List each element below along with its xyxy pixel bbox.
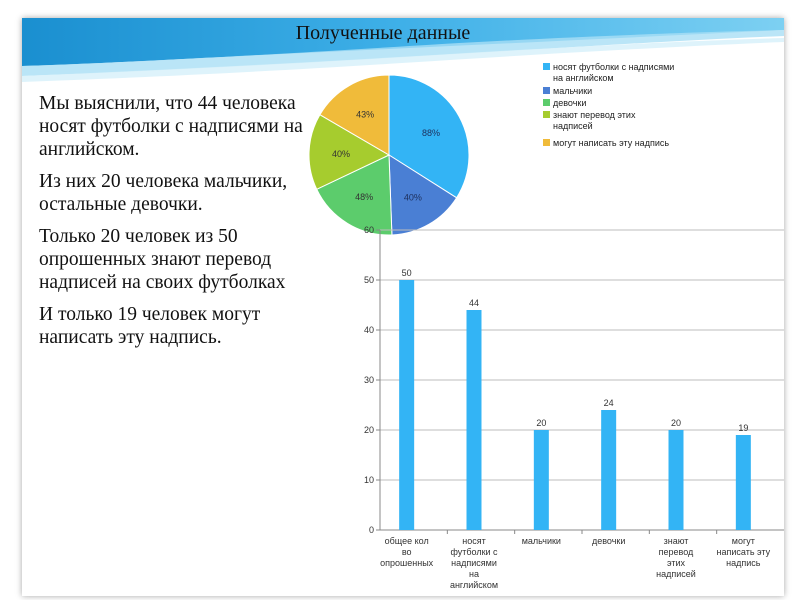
bar — [467, 310, 482, 530]
y-tick-label: 30 — [363, 375, 374, 385]
paragraph: Только 20 человек из 50 опрошенных знают перевод надписей на своих футболках — [39, 226, 286, 293]
x-tick-label-line: написать эту — [716, 547, 771, 557]
bar — [669, 430, 684, 530]
pie-slice-label: 48% — [355, 192, 374, 202]
legend-label-line: носят футболки с надписями — [553, 62, 675, 72]
legend-label-line: знают перевод этих — [553, 110, 636, 120]
x-tick-label-line: перевод — [658, 547, 694, 557]
x-tick-label — [717, 536, 771, 568]
paragraph: И только 19 человек могут написать эту надпись. — [39, 304, 261, 348]
y-tick-label: 0 — [368, 525, 374, 535]
x-tick-label-line: на — [469, 569, 479, 579]
x-tick-label-line: этих — [666, 558, 686, 568]
y-tick-label: 10 — [363, 475, 374, 485]
x-tick-label-line: надписями — [451, 558, 497, 568]
bar-value-label: 44 — [468, 298, 480, 308]
legend-label-line: мальчики — [553, 86, 593, 96]
legend-label-line: на английском — [553, 73, 614, 83]
y-tick-label: 20 — [363, 425, 374, 435]
x-tick-label-line: надпись — [726, 558, 761, 568]
legend-label-line: могут написать эту надпись — [553, 138, 670, 148]
bar-value-label: 50 — [401, 268, 412, 278]
x-tick-label-line: могут — [731, 536, 755, 546]
x-tick-label — [522, 536, 561, 546]
x-tick-label-line: английском — [449, 580, 499, 590]
x-tick-label — [656, 536, 696, 579]
x-tick-label-line: общее кол — [384, 536, 429, 546]
bar — [736, 435, 751, 530]
pie-slice-label: 40% — [403, 192, 422, 203]
x-tick-label — [592, 536, 625, 546]
pie-slice-label: 88% — [421, 127, 441, 138]
pie-slice-label: 43% — [356, 109, 375, 120]
bar — [534, 430, 549, 530]
legend-label-line: девочки — [553, 98, 587, 108]
bar-value-label: 20 — [670, 418, 682, 428]
bar-value-label: 20 — [536, 418, 547, 428]
x-tick-label — [450, 536, 498, 590]
bar — [399, 280, 414, 530]
paragraph: Из них 20 человека мальчики, остальные девочки. — [39, 171, 288, 215]
pie-slice-label: 40% — [331, 149, 351, 159]
y-tick-label: 50 — [363, 275, 374, 285]
y-tick-label: 60 — [363, 225, 374, 235]
bar-value-label: 19 — [738, 423, 749, 433]
x-tick-label — [380, 536, 434, 568]
legend-label-line: надписей — [553, 121, 593, 131]
y-tick-label: 40 — [363, 325, 374, 335]
x-tick-label-line: футболки с — [450, 547, 498, 557]
x-tick-label-line: надписей — [656, 569, 696, 579]
x-tick-label-line: девочки — [591, 536, 626, 546]
x-tick-label-line: мальчики — [521, 536, 561, 546]
bar-value-label: 24 — [603, 398, 614, 408]
x-tick-label-line: во — [401, 547, 412, 557]
x-tick-label-line: знают — [663, 536, 689, 546]
slide-title: Полученные данные — [295, 22, 471, 44]
paragraph: Мы выяснили, что 44 человека носят футболки с надписями на английском. — [39, 93, 303, 160]
x-tick-label-line: носят — [462, 536, 486, 546]
x-tick-label-line: опрошенных — [380, 558, 434, 568]
bar — [601, 410, 616, 530]
